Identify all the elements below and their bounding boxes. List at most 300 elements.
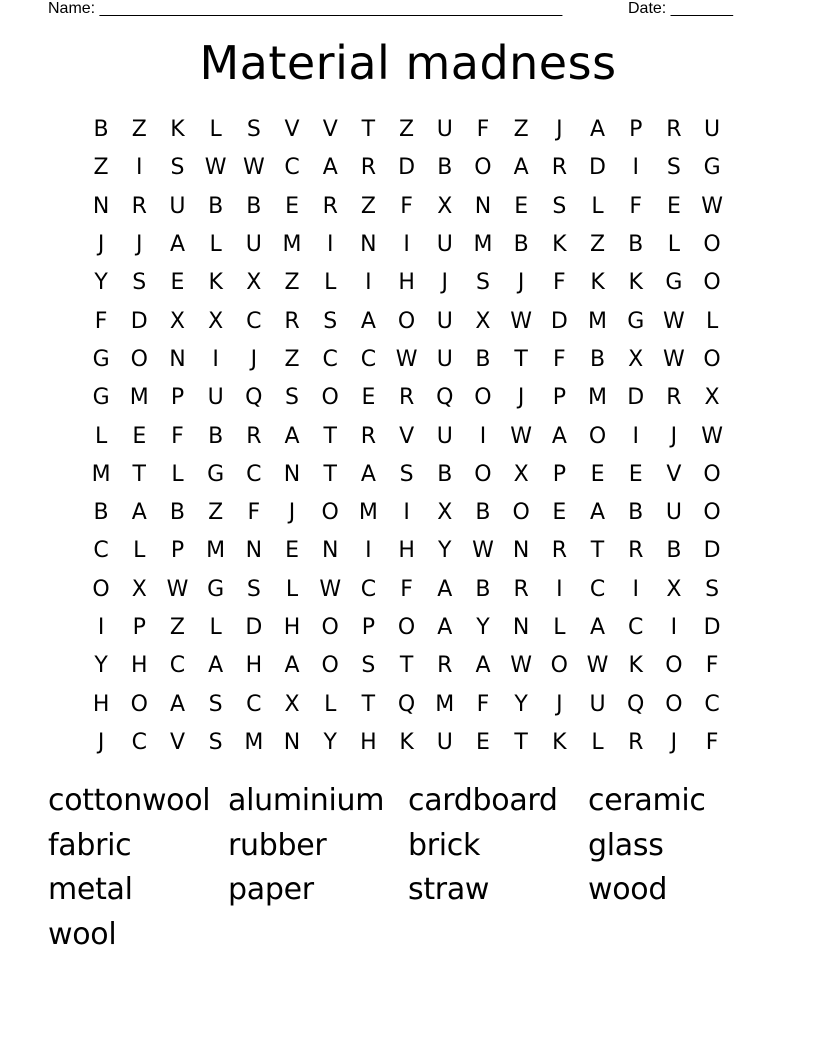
- grid-letter: O: [550, 653, 568, 679]
- grid-letter: X: [131, 576, 147, 602]
- grid-letter: E: [476, 729, 490, 755]
- grid-letter: K: [170, 117, 185, 143]
- grid-letter: U: [589, 691, 606, 717]
- grid-letter: M: [358, 500, 378, 526]
- grid-letter: C: [360, 576, 377, 602]
- grid-letter: S: [208, 729, 223, 755]
- grid-letter: C: [246, 308, 262, 334]
- grid-letter: B: [475, 576, 491, 602]
- grid-letter: J: [670, 423, 678, 449]
- grid-letter: H: [398, 538, 415, 564]
- grid-letter: U: [436, 423, 453, 449]
- grid-letter: W: [510, 653, 533, 679]
- grid-letter: D: [627, 385, 645, 411]
- grid-letter: S: [552, 193, 567, 219]
- grid-letter: D: [130, 308, 148, 334]
- grid-letter: F: [553, 346, 566, 372]
- grid-letter: E: [132, 423, 147, 449]
- grid-letter: T: [361, 117, 376, 143]
- grid-letter: U: [169, 193, 186, 219]
- grid-letter: T: [514, 346, 528, 372]
- grid-letter: O: [703, 461, 721, 487]
- grid-letter: Y: [323, 729, 337, 755]
- grid-letter: K: [628, 653, 643, 679]
- grid-letter: S: [323, 308, 338, 334]
- grid-letter: B: [437, 155, 453, 181]
- grid-letter: N: [360, 232, 377, 258]
- grid-letter: R: [666, 117, 682, 143]
- grid-letter: P: [629, 117, 643, 143]
- name-field-label: Name: ____________________________________________________: [48, 0, 563, 17]
- grid-letter: N: [283, 729, 301, 755]
- grid-letter: X: [169, 308, 185, 334]
- grid-letter: W: [395, 346, 418, 372]
- grid-letter: J: [556, 117, 563, 143]
- grid-letter: I: [212, 346, 219, 372]
- grid-letter: N: [512, 615, 530, 640]
- grid-letter: F: [476, 117, 490, 143]
- grid-letter: J: [556, 691, 563, 717]
- grid-row: [82, 302, 732, 340]
- grid-letter: F: [400, 576, 413, 602]
- grid-letter: R: [284, 308, 300, 334]
- grid-letter: T: [132, 461, 146, 487]
- grid-letter: O: [397, 615, 416, 640]
- grid-letter: M: [91, 461, 111, 487]
- grid-letter: O: [474, 461, 492, 487]
- grid-letter: P: [552, 461, 566, 487]
- grid-letter: N: [92, 193, 110, 219]
- grid-letter: V: [284, 117, 300, 143]
- grid-letter: U: [436, 729, 453, 755]
- word-bank-item: aluminium: [228, 783, 385, 818]
- grid-letter: L: [171, 461, 184, 487]
- grid-letter: Z: [131, 117, 147, 143]
- grid-letter: U: [245, 232, 262, 258]
- grid-letter: O: [665, 691, 683, 717]
- word-bank-item: straw: [408, 872, 490, 908]
- grid-letter: S: [361, 653, 376, 679]
- grid-letter: O: [703, 500, 721, 526]
- grid-letter: R: [246, 423, 262, 449]
- grid-letter: D: [703, 615, 721, 640]
- grid-letter: R: [628, 729, 644, 755]
- grid-letter: G: [92, 385, 110, 411]
- word-bank-item: ceramic: [588, 783, 706, 818]
- grid-letter: Z: [208, 500, 224, 526]
- grid-letter: D: [398, 155, 416, 181]
- grid-letter: Y: [94, 653, 108, 679]
- grid-letter: H: [283, 615, 301, 640]
- grid-letter: R: [437, 653, 453, 679]
- word-search-grid: [82, 111, 732, 762]
- grid-letter: H: [360, 729, 377, 755]
- grid-row: [82, 149, 732, 187]
- grid-letter: C: [704, 691, 720, 717]
- grid-letter: Z: [589, 232, 606, 258]
- grid-row: [82, 494, 732, 532]
- grid-letter: B: [93, 117, 109, 143]
- grid-letter: X: [208, 308, 224, 334]
- grid-letter: T: [399, 653, 414, 679]
- grid-letter: B: [169, 500, 186, 526]
- worksheet-header: [48, 0, 748, 20]
- grid-letter: A: [360, 461, 376, 487]
- grid-letter: L: [591, 193, 604, 219]
- grid-letter: P: [170, 385, 185, 411]
- grid-letter: F: [171, 423, 184, 449]
- grid-letter: J: [670, 729, 678, 755]
- grid-letter: Z: [513, 117, 529, 143]
- grid-letter: K: [590, 270, 605, 296]
- grid-letter: U: [704, 117, 721, 143]
- grid-letter: I: [632, 423, 639, 449]
- grid-letter: B: [208, 193, 224, 219]
- grid-letter: S: [399, 461, 414, 487]
- grid-letter: X: [666, 576, 682, 602]
- grid-letter: O: [703, 232, 721, 258]
- grid-letter: U: [436, 117, 453, 143]
- grid-letter: Z: [360, 193, 376, 219]
- grid-letter: E: [285, 193, 299, 219]
- grid-letter: C: [322, 346, 338, 372]
- grid-letter: O: [321, 385, 339, 411]
- grid-letter: D: [550, 308, 568, 334]
- grid-letter: O: [474, 385, 492, 411]
- grid-letter: S: [246, 117, 261, 143]
- word-bank-item: cottonwool: [48, 783, 211, 818]
- grid-row: [82, 188, 732, 226]
- grid-row: [82, 226, 732, 264]
- grid-letter: Q: [245, 385, 263, 411]
- grid-letter: W: [701, 193, 723, 219]
- grid-letter: H: [92, 691, 110, 717]
- grid-letter: P: [361, 615, 376, 640]
- grid-letter: E: [514, 193, 529, 219]
- grid-letter: E: [590, 461, 605, 487]
- grid-letter: M: [435, 691, 455, 717]
- grid-letter: Z: [93, 155, 109, 181]
- grid-row: [82, 647, 732, 685]
- grid-letter: B: [513, 232, 529, 258]
- grid-letter: V: [169, 729, 185, 755]
- grid-letter: E: [666, 193, 681, 219]
- grid-row: [82, 609, 732, 647]
- grid-letter: U: [436, 308, 453, 334]
- grid-letter: P: [132, 615, 146, 640]
- grid-letter: I: [403, 232, 410, 258]
- grid-letter: R: [666, 385, 682, 411]
- word-bank-item: wool: [48, 916, 117, 952]
- grid-letter: A: [169, 691, 185, 717]
- grid-letter: J: [288, 500, 296, 526]
- grid-letter: T: [361, 691, 376, 717]
- grid-letter: P: [170, 538, 185, 564]
- grid-letter: L: [133, 538, 146, 564]
- grid-row: [82, 724, 732, 762]
- grid-letter: V: [322, 117, 338, 143]
- grid-letter: L: [94, 423, 108, 449]
- grid-letter: L: [324, 691, 337, 717]
- grid-letter: N: [245, 538, 263, 564]
- grid-letter: N: [321, 538, 339, 564]
- grid-letter: W: [510, 423, 533, 449]
- grid-letter: O: [665, 653, 683, 679]
- grid-letter: T: [514, 729, 528, 755]
- grid-letter: O: [130, 346, 148, 372]
- grid-letter: Z: [284, 346, 300, 372]
- grid-letter: R: [131, 193, 147, 219]
- grid-letter: D: [703, 538, 721, 564]
- grid-letter: K: [399, 729, 414, 755]
- grid-letter: Y: [438, 538, 452, 564]
- grid-letter: J: [97, 729, 105, 755]
- grid-letter: L: [591, 729, 604, 755]
- grid-letter: A: [437, 615, 453, 640]
- grid-letter: Q: [397, 691, 416, 717]
- grid-letter: G: [207, 576, 225, 602]
- grid-letter: O: [397, 308, 416, 334]
- grid-letter: R: [360, 155, 377, 181]
- grid-letter: B: [208, 423, 224, 449]
- grid-letter: A: [284, 423, 300, 449]
- grid-letter: E: [552, 500, 567, 526]
- grid-row: [82, 456, 732, 494]
- grid-letter: I: [479, 423, 487, 449]
- grid-letter: A: [437, 576, 453, 602]
- grid-letter: R: [398, 385, 415, 411]
- grid-letter: F: [629, 193, 643, 219]
- grid-letter: L: [667, 232, 681, 258]
- grid-letter: I: [136, 155, 143, 181]
- grid-letter: A: [322, 155, 338, 181]
- grid-letter: I: [632, 155, 639, 181]
- grid-letter: W: [242, 155, 265, 181]
- grid-letter: Q: [436, 385, 454, 411]
- grid-letter: S: [705, 576, 720, 602]
- grid-letter: I: [670, 615, 678, 640]
- grid-letter: G: [627, 308, 645, 334]
- grid-letter: N: [283, 461, 301, 487]
- grid-letter: B: [628, 232, 644, 258]
- word-bank-item: rubber: [228, 827, 327, 863]
- grid-letter: X: [628, 346, 644, 372]
- grid-letter: C: [93, 538, 109, 564]
- grid-row: [82, 379, 732, 417]
- grid-letter: D: [589, 155, 606, 181]
- grid-letter: S: [246, 576, 261, 602]
- grid-letter: S: [132, 270, 147, 296]
- grid-letter: E: [361, 385, 376, 411]
- grid-letter: L: [209, 615, 222, 640]
- grid-letter: T: [323, 423, 337, 449]
- grid-letter: F: [247, 500, 261, 526]
- grid-letter: W: [663, 346, 685, 372]
- grid-letter: U: [207, 385, 224, 411]
- word-bank-item: glass: [588, 827, 664, 863]
- grid-letter: W: [663, 308, 685, 334]
- grid-letter: L: [209, 232, 222, 258]
- grid-letter: B: [246, 193, 262, 219]
- grid-letter: K: [552, 729, 567, 755]
- grid-letter: Z: [399, 117, 415, 143]
- grid-letter: D: [245, 615, 263, 640]
- grid-letter: F: [94, 308, 108, 334]
- grid-row: [82, 685, 732, 723]
- grid-letter: X: [284, 691, 300, 717]
- grid-row: [82, 571, 732, 609]
- grid-letter: O: [703, 346, 721, 372]
- grid-letter: N: [474, 193, 492, 219]
- date-field-label: Date: _______: [628, 0, 733, 17]
- grid-letter: I: [556, 576, 563, 602]
- grid-letter: S: [475, 270, 490, 296]
- grid-letter: C: [246, 461, 262, 487]
- grid-letter: A: [551, 423, 567, 449]
- grid-letter: B: [589, 346, 606, 372]
- grid-letter: K: [628, 270, 643, 296]
- grid-letter: Q: [627, 691, 645, 717]
- grid-letter: V: [666, 461, 682, 487]
- grid-letter: W: [166, 576, 189, 602]
- grid-letter: B: [666, 538, 682, 564]
- grid-letter: H: [245, 653, 263, 679]
- grid-letter: A: [131, 500, 147, 526]
- grid-row: [82, 532, 732, 570]
- grid-letter: B: [93, 500, 109, 526]
- grid-letter: N: [169, 346, 186, 372]
- grid-letter: I: [97, 615, 105, 640]
- grid-letter: M: [588, 385, 608, 411]
- grid-letter: M: [473, 232, 493, 258]
- grid-letter: C: [628, 615, 644, 640]
- word-bank-item: cardboard: [408, 783, 558, 818]
- grid-letter: R: [628, 538, 644, 564]
- grid-letter: W: [204, 155, 227, 181]
- grid-letter: L: [553, 615, 566, 640]
- grid-letter: W: [319, 576, 342, 602]
- grid-letter: E: [285, 538, 299, 564]
- grid-letter: O: [474, 155, 492, 181]
- grid-letter: M: [206, 538, 226, 564]
- grid-letter: M: [588, 308, 608, 334]
- grid-letter: A: [475, 653, 491, 679]
- grid-letter: S: [208, 691, 223, 717]
- grid-letter: Y: [476, 615, 490, 640]
- grid-letter: S: [170, 155, 185, 181]
- grid-letter: O: [130, 691, 148, 717]
- grid-letter: X: [704, 385, 720, 411]
- grid-letter: R: [551, 155, 567, 181]
- grid-letter: X: [475, 308, 491, 334]
- grid-letter: B: [475, 346, 491, 372]
- grid-letter: A: [208, 653, 224, 679]
- page-title: Material madness: [199, 36, 617, 90]
- grid-letter: O: [92, 576, 110, 602]
- grid-letter: P: [552, 385, 566, 411]
- grid-letter: X: [246, 270, 262, 296]
- grid-letter: E: [628, 461, 643, 487]
- grid-letter: S: [285, 385, 300, 411]
- grid-letter: B: [437, 461, 453, 487]
- grid-letter: H: [131, 653, 148, 679]
- grid-letter: O: [588, 423, 607, 449]
- word-bank-item: metal: [48, 872, 133, 908]
- grid-letter: F: [476, 691, 490, 717]
- grid-letter: U: [665, 500, 682, 526]
- grid-letter: B: [475, 500, 491, 526]
- grid-letter: B: [628, 500, 644, 526]
- word-bank-item: fabric: [48, 827, 132, 863]
- grid-letter: X: [513, 461, 529, 487]
- grid-letter: I: [365, 538, 372, 564]
- grid-letter: L: [285, 576, 299, 602]
- grid-letter: K: [552, 232, 567, 258]
- grid-letter: K: [208, 270, 223, 296]
- grid-letter: F: [400, 193, 413, 219]
- grid-letter: W: [701, 423, 723, 449]
- grid-letter: J: [517, 270, 525, 296]
- grid-letter: I: [403, 500, 410, 526]
- grid-letter: F: [553, 270, 566, 296]
- word-bank-item: wood: [588, 872, 668, 908]
- grid-letter: F: [705, 729, 719, 755]
- grid-letter: A: [169, 232, 185, 258]
- grid-letter: L: [705, 308, 719, 334]
- grid-row: [82, 417, 732, 455]
- grid-letter: C: [246, 691, 262, 717]
- grid-letter: O: [321, 500, 339, 526]
- grid-letter: Z: [284, 270, 300, 296]
- grid-letter: J: [97, 232, 105, 258]
- grid-letter: U: [436, 232, 453, 258]
- grid-letter: G: [207, 461, 225, 487]
- grid-letter: C: [360, 346, 377, 372]
- grid-letter: L: [324, 270, 337, 296]
- word-bank: [48, 779, 768, 957]
- grid-letter: U: [436, 346, 453, 372]
- grid-letter: J: [517, 385, 525, 411]
- grid-letter: C: [131, 729, 147, 755]
- grid-letter: O: [321, 653, 339, 679]
- grid-letter: J: [441, 270, 449, 296]
- grid-letter: R: [513, 576, 529, 602]
- grid-letter: J: [250, 346, 258, 372]
- grid-letter: H: [398, 270, 415, 296]
- grid-letter: J: [136, 232, 143, 258]
- grid-letter: A: [590, 500, 606, 526]
- grid-letter: R: [551, 538, 567, 564]
- grid-letter: X: [437, 193, 453, 219]
- grid-letter: S: [666, 155, 681, 181]
- grid-letter: C: [589, 576, 606, 602]
- grid-row: [82, 341, 732, 379]
- grid-letter: G: [92, 346, 110, 372]
- grid-letter: A: [590, 615, 606, 640]
- grid-letter: T: [590, 538, 605, 564]
- grid-letter: G: [665, 270, 683, 296]
- grid-letter: I: [326, 232, 334, 258]
- grid-letter: A: [590, 117, 606, 143]
- grid-letter: M: [244, 729, 264, 755]
- grid-letter: Y: [94, 270, 108, 296]
- grid-letter: V: [399, 423, 415, 449]
- grid-letter: E: [170, 270, 185, 296]
- grid-row: [82, 264, 732, 302]
- grid-letter: T: [323, 461, 337, 487]
- grid-letter: C: [169, 653, 186, 679]
- word-bank-item: brick: [408, 827, 481, 863]
